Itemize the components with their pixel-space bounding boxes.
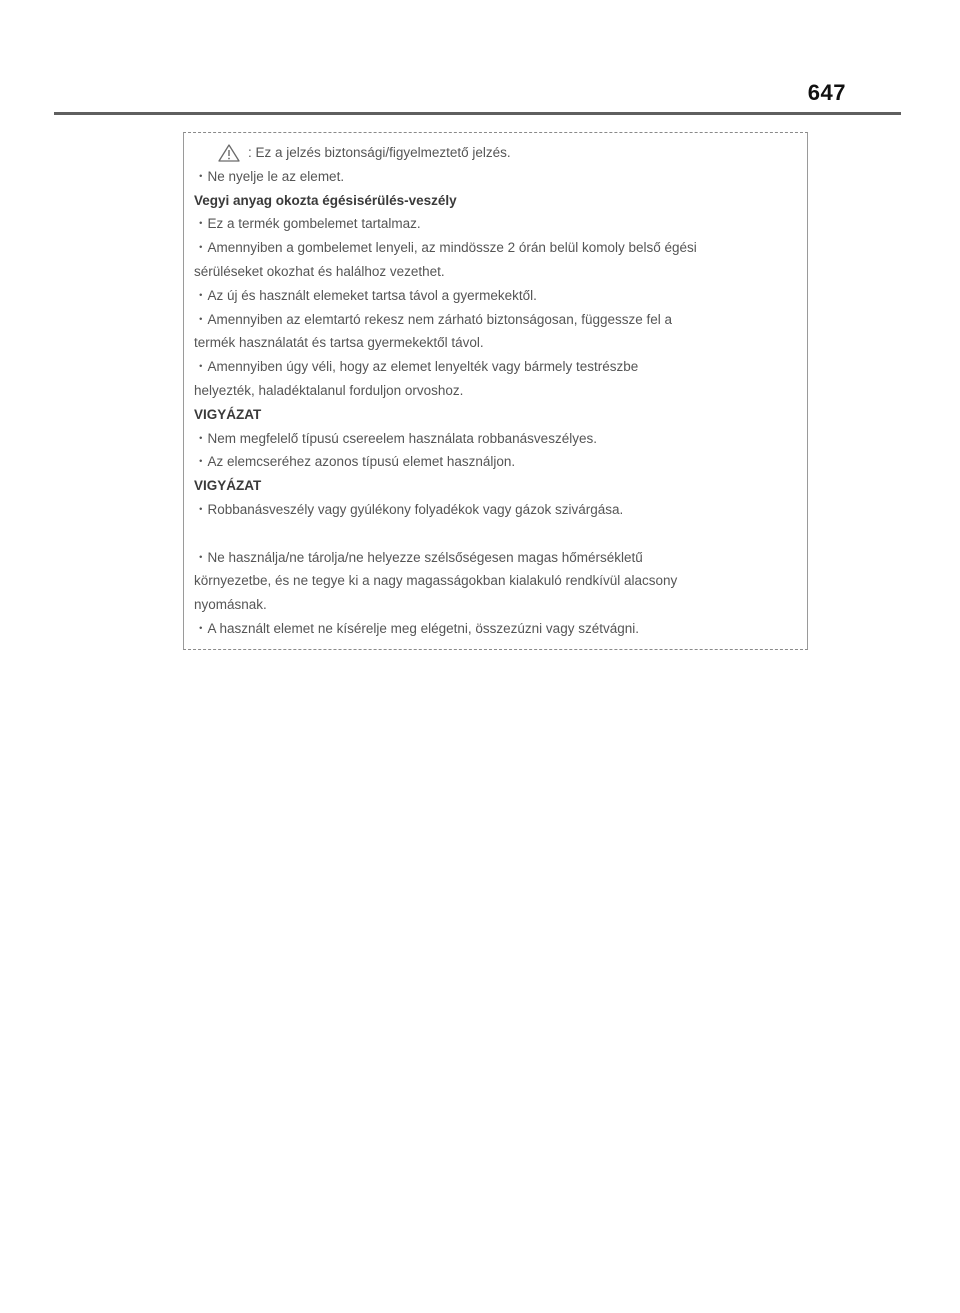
warning-line: ・Amennyiben a gombelemet lenyeli, az mindössze 2 órán belül komoly belső égési: [194, 240, 697, 256]
caution-triangle-icon: [218, 144, 240, 162]
caution-heading: VIGYÁZAT: [194, 406, 262, 422]
caution-heading: VIGYÁZAT: [194, 478, 262, 494]
warning-line: ・Robbanásveszély vagy gyúlékony folyadékok vagy gázok szivárgása.: [194, 501, 624, 517]
symbol-explanation-line: [194, 141, 794, 165]
warning-line: ・A használt elemet ne kísérelje meg elégetni, összezúzni vagy szétvágni.: [194, 620, 639, 636]
warning-box: [183, 132, 808, 650]
page-number: 647: [807, 80, 846, 105]
header-rule: [54, 112, 901, 115]
warning-line: ・Nem megfelelő típusú csereelem használata robbanásveszélyes.: [194, 430, 597, 446]
warning-line: ・Ne használja/ne tárolja/ne helyezze szélsőségesen magas hőmérsékletű: [194, 549, 643, 565]
warning-line: ・Az elemcseréhez azonos típusú elemet használjon.: [194, 454, 516, 470]
warning-line: helyezték, haladéktalanul forduljon orvoshoz.: [194, 382, 464, 398]
warning-line: ・Amennyiben az elemtartó rekesz nem zárható biztonságosan, függessze fel a: [194, 311, 673, 327]
warning-line: nyomásnak.: [194, 597, 267, 613]
warning-line: ・Ne nyelje le az elemet.: [194, 168, 345, 184]
symbol-explanation-text: : Ez a jelzés biztonsági/figyelmeztető jelzés.: [248, 145, 511, 160]
warning-line: környezetbe, és ne tegye ki a nagy magasságokban kialakuló rendkívül alacsony: [194, 573, 678, 589]
warning-content: [194, 141, 794, 641]
warning-heading: Vegyi anyag okozta égésisérülés-veszély: [194, 192, 457, 208]
warning-line: sérüléseket okozhat és halálhoz vezethet.: [194, 263, 445, 279]
warning-line: ・Amennyiben úgy véli, hogy az elemet lenyelték vagy bármely testrészbe: [194, 359, 639, 375]
warning-line: ・Az új és használt elemeket tartsa távol a gyermekektől.: [194, 287, 537, 303]
blank-line: [194, 522, 794, 546]
warning-line: ・Ez a termék gombelemet tartalmaz.: [194, 216, 421, 232]
warning-line: termék használatát és tartsa gyermekektől távol.: [194, 335, 484, 351]
